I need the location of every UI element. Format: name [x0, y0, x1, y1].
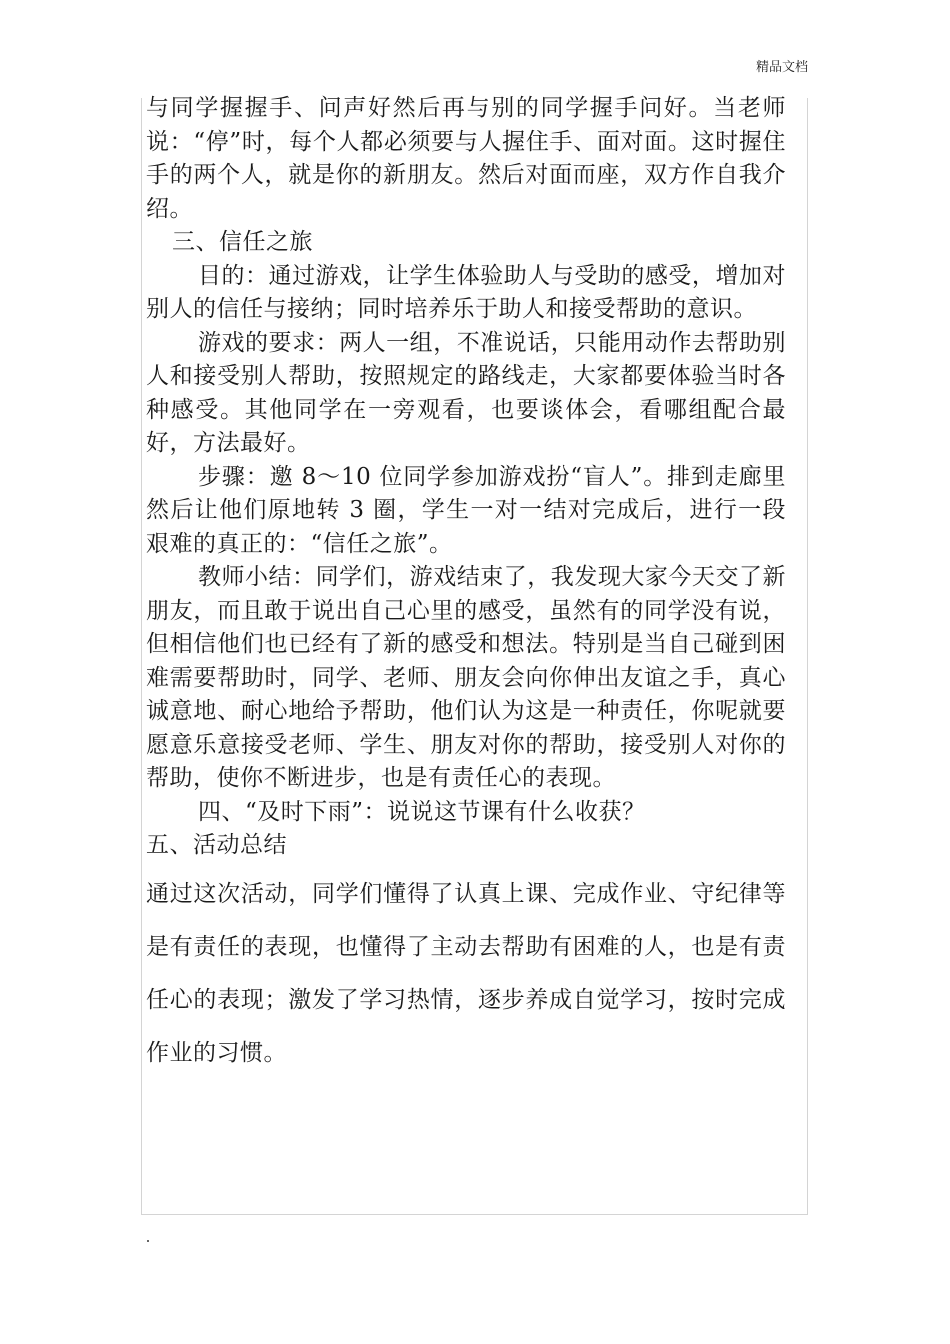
section-heading-activity-summary: 五、活动总结 [146, 832, 287, 858]
document-body [146, 92, 786, 1080]
paragraph-steps: 步骤：邀 8～10 位同学参加游戏扮“盲人”。排到走廊里然后让他们原地转 3 圈，学生一对一结对完成后，进行一段艰难的真正的：“信任之旅”。 [146, 463, 786, 557]
paragraph-activity-summary: 通过这次活动，同学们懂得了认真上课、完成作业、守纪律等是有责任的表现，也懂得了主动去帮助有困难的人，也是有责任心的表现；激发了学习热情，逐步养成自觉学习，按时完成作业的习惯。 [146, 880, 786, 1066]
paragraph-handshake: 与同学握握手、问声好然后再与别的同学握手问好。当老师说：“停”时，每个人都必须要与人握住手、面对面。这时握住手的两个人，就是你的新朋友。然后对面而座，双方作自我介绍。 [146, 95, 786, 222]
paragraph-game-rules: 游戏的要求：两人一组，不准说话，只能用动作去帮助别人和接受别人帮助，按照规定的路线走，大家都要体验当时各种感受。其他同学在一旁观看，也要谈体会，看哪组配合最好，方法最好。 [146, 329, 786, 456]
section-heading-trust-journey: 三、信任之旅 [172, 229, 313, 255]
section-heading-harvest: 四、“及时下雨”：说说这节课有什么收获？ [198, 798, 646, 825]
page-dot-mark [147, 1240, 149, 1242]
paragraph-purpose: 目的：通过游戏，让学生体验助人与受助的感受，增加对别人的信任与接纳；同时培养乐于助人和接受帮助的意识。 [146, 262, 786, 322]
page-header-label: 精品文档 [755, 60, 808, 75]
paragraph-teacher-summary: 教师小结：同学们，游戏结束了，我发现大家今天交了新朋友，而且敢于说出自己心里的感受，虽然有的同学没有说，但相信他们也已经有了新的感受和想法。特别是当自己碰到困难需要帮助时，同学、老师、朋友会向你伸出友谊之手，真心诚意地、耐心地给予帮助，他们认为这是一种责任，你呢就要愿意乐意接受老师、学生、朋友对你的帮助，接受别人对你的帮助，使你不断进步，也是有责任心的表现。 [146, 564, 786, 791]
